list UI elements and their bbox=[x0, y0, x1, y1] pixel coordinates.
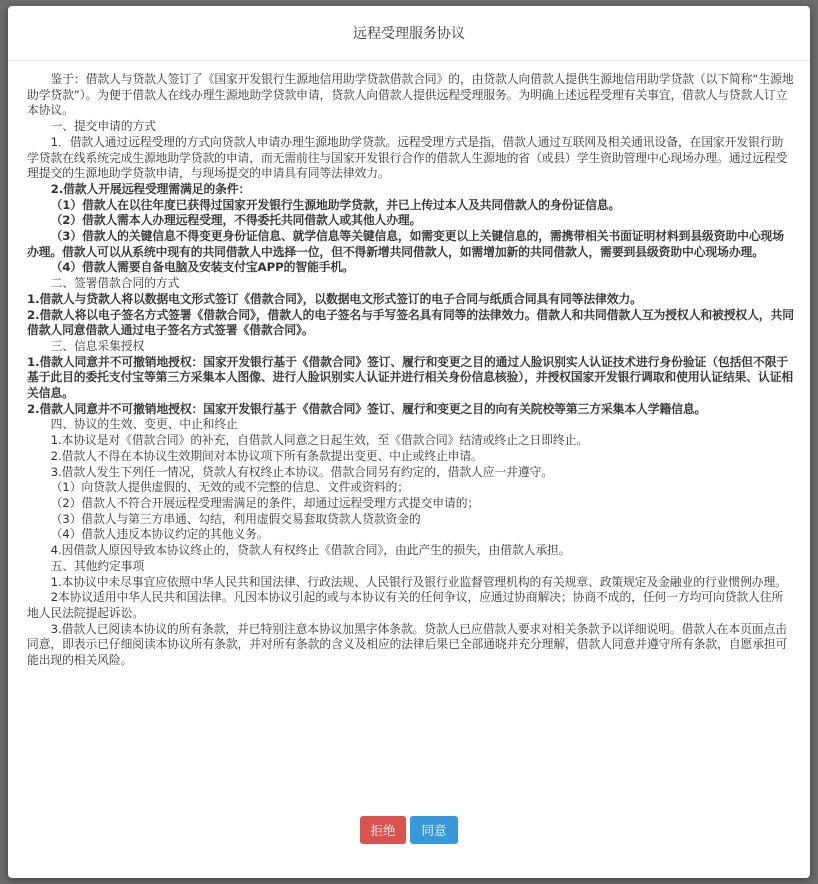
clause: 1.本协议中未尽事宜应依照中华人民共和国法律、行政法规、人民银行及银行业监督管理机构的有关规章、政策规定及金融业的行业惯例办理。 bbox=[50, 574, 787, 589]
clause-bold: 1.借款人同意并不可撤销地授权：国家开发银行基于《借款合同》签订、履行和变更之目的通过人脸识别实人认证技术进行身份验证（包括但不限于基于此目的委托支付宝等第三方采集本人图像、进行人脸识别实人认证并进行相关身份信息核验），并授权国家开发银行调取和使用认证结果、认证相关信息。 bbox=[27, 354, 794, 401]
reject-button[interactable]: 拒绝 bbox=[360, 816, 406, 844]
clause: （2）借款人不符合开展远程受理需满足的条件，却通过远程受理方式提交申请的； bbox=[50, 495, 480, 510]
clause: 3.借款人已阅读本协议的所有条款，并已特别注意本协议加黑字体条款。贷款人已应借款人要求对相关条款予以详细说明。借款人在本页面点击同意，即表示已仔细阅读本协议所有条款，并对所有条款的含义及相应的法律后果已全部通晓并充分理解，借款人同意并遵守所有条款，自愿承担可能出现的相关风险。 bbox=[27, 621, 788, 668]
clause: 4.因借款人原因导致本协议终止的，贷款人有权终止《借款合同》，由此产生的损失，由借款人承担。 bbox=[50, 543, 571, 558]
clause-bold: （3）借款人的关键信息不得变更身份证信息、就学信息等关键信息，如需变更以上关键信息的，需携带相关书面证明材料到县级资助中心现场办理。借款人可以从系统中现有的共同借款人中选择一位，但不得新增共同借款人，如需增加新的共同借款人，需要到县级资助中心现场办理。 bbox=[27, 229, 784, 259]
clause-bold: 2.借款人开展远程受理需满足的条件： bbox=[50, 181, 251, 196]
clause: （1）向贷款人提供虚假的、无效的或不完整的信息、文件或资料的； bbox=[50, 480, 409, 495]
preamble: 鉴于：借款人与贷款人签订了《国家开发银行生源地信用助学贷款借款合同》的，由贷款人向借款人提供生源地信用助学贷款（以下简称“生源地助学贷款”）。为便于借款人在线办理生源地助学贷款申请，贷款人向借款人提供远程受理服务。为明确上述远程受理有关事宜，借款人与贷款人订立本协议。 bbox=[27, 72, 794, 118]
clause: （4）借款人违反本协议约定的其他义务。 bbox=[50, 527, 269, 542]
section-heading: 三、信息采集授权 bbox=[50, 338, 145, 353]
clause-bold: （2）借款人需本人办理远程受理，不得委托共同借款人或其他人办理。 bbox=[50, 213, 422, 228]
section-heading: 四、协议的生效、变更、中止和终止 bbox=[50, 417, 238, 432]
section-heading: 一、提交申请的方式 bbox=[50, 119, 156, 134]
clause: 3.借款人发生下列任一情况，贷款人有权终止本协议。借款合同另有约定的，借款人应一并遵守。 bbox=[50, 464, 553, 479]
section-heading: 二、签署借款合同的方式 bbox=[50, 276, 180, 291]
dialog-header bbox=[8, 6, 810, 61]
clause-bold: 1.借款人与贷款人将以数据电文形式签订《借款合同》，以数据电文形式签订的电子合同与纸质合同具有同等法律效力。 bbox=[27, 291, 642, 306]
agree-button[interactable]: 同意 bbox=[410, 816, 458, 844]
clause-bold: 2.借款人将以电子签名方式签署《借款合同》，借款人的电子签名与手写签名具有同等的法律效力。借款人和共同借款人互为授权人和被授权人，共同借款人同意借款人通过电子签名方式签署《借款合同》。 bbox=[27, 307, 794, 338]
clause: 2.借款人不得在本协议生效期间对本协议项下所有条款提出变更、中止或终止申请。 bbox=[50, 448, 483, 463]
clause-bold: （4）借款人需要自备电脑及安装支付宝APP的智能手机。 bbox=[50, 260, 354, 275]
agreement-text bbox=[8, 61, 810, 669]
clause-bold: （1）借款人在以往年度已获得过国家开发银行生源地助学贷款，并已上传过本人及共同借款人的身份证信息。 bbox=[50, 197, 621, 212]
clause-bold: 2.借款人同意并不可撤销地授权：国家开发银行基于《借款合同》签订、履行和变更之目的向有关院校等第三方采集本人学籍信息。 bbox=[27, 401, 707, 416]
section-heading: 五、其他约定事项 bbox=[50, 558, 145, 573]
clause: 1．借款人通过远程受理的方式向贷款人申请办理生源地助学贷款。远程受理方式是指，借款人通过互联网及相关通讯设备，在国家开发银行助学贷款在线系统完成生源地助学贷款的申请，而无需前往与国家开发银行合作的借款人生源地的省（或县）学生资助管理中心现场办理。通过远程受理提交的生源地助学贷款申请，与现场提交的申请具有同等法律效力。 bbox=[27, 134, 788, 181]
dialog-title: 远程受理服务协议 bbox=[353, 26, 465, 42]
clause: 1.本协议是对《借款合同》的补充，自借款人同意之日起生效，至《借款合同》结清或终止之日即终止。 bbox=[50, 433, 589, 448]
clause: （3）借款人与第三方串通、勾结，利用虚假交易套取贷款人贷款资金的 bbox=[50, 511, 421, 526]
agreement-dialog bbox=[8, 6, 810, 878]
dialog-footer bbox=[8, 816, 810, 844]
clause: 2本协议适用中华人民共和国法律。凡因本协议引起的或与本协议有关的任何争议，应通过协商解决；协商不成的，任何一方均可向贷款人住所地人民法院提起诉讼。 bbox=[27, 590, 784, 620]
